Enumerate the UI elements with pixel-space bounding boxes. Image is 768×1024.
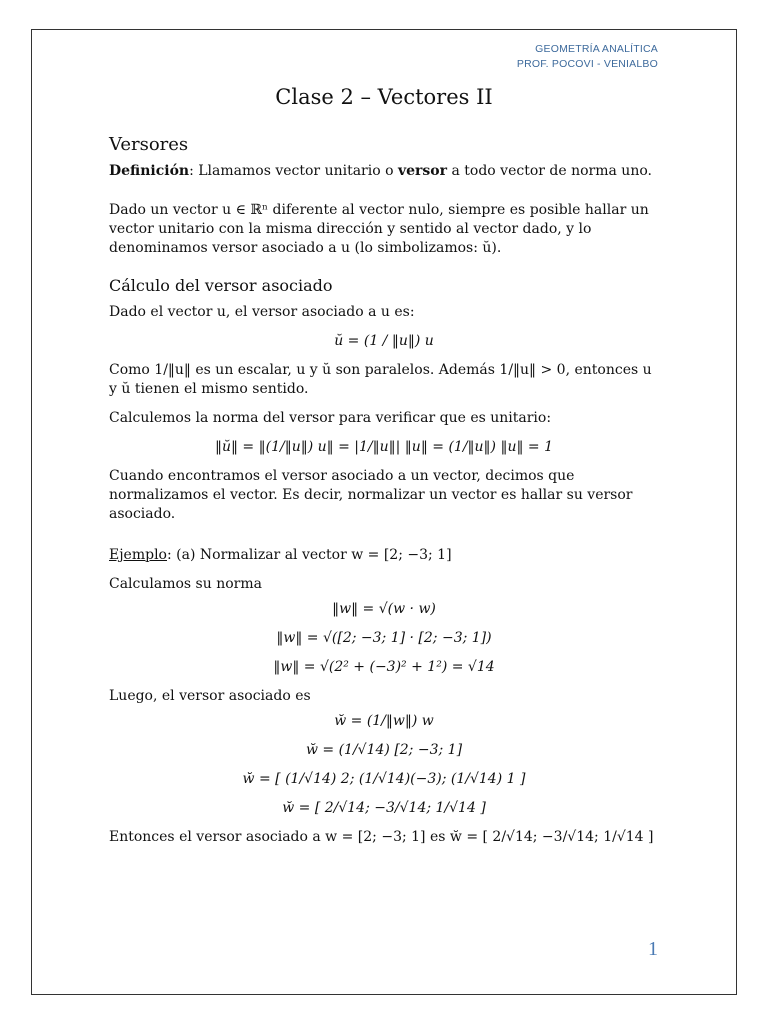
paragraph-paralelos: Como 1/‖u‖ es un escalar, u y ŭ son paralelos. Además 1/‖u‖ > 0, entonces u y ŭ tienen el mismo sentido. <box>109 362 652 397</box>
equation-norma-versor: ‖ŭ‖ = ‖(1/‖u‖) u‖ = |1/‖u‖| ‖u‖ = (1/‖u‖) ‖u‖ = 1 <box>214 439 554 455</box>
conclusion-text: Entonces el versor asociado a w = [2; −3; 1] es w̆ = [ 2/√14; −3/√14; 1/√14 ] <box>109 829 654 845</box>
equation-versor-g: w̆ = [ 2/√14; −3/√14; 1/√14 ] <box>282 800 486 816</box>
paragraph-normalizar: Cuando encontramos el versor asociado a un vector, decimos que normalizamos el vector. Es decir, normalizar un vector es hallar su versor asociado. <box>109 468 633 522</box>
section-heading-calculo: Cálculo del versor asociado <box>109 276 333 295</box>
example-statement <box>109 546 659 565</box>
paragraph-versor-definition: Dado un vector u ∈ ℝⁿ diferente al vector nulo, siempre es posible hallar un vector unitario con la misma dirección y sentido al vector dado, y lo denominamos versor asociado a u (lo simbolizamos: ŭ). <box>109 202 649 256</box>
paragraph-intro: Dado el vector u, el versor asociado a u es: <box>109 304 415 320</box>
equation-versor-d: w̆ = (1/‖w‖) w <box>334 713 434 729</box>
page-title: Clase 2 – Vectores II <box>275 85 493 109</box>
luego-text: Luego, el versor asociado es <box>109 688 311 704</box>
example-text: : (a) Normalizar al vector w = [2; −3; 1] <box>167 547 452 563</box>
equation-versor-f: w̆ = [ (1/√14) 2; (1/√14)(−3); (1/√14) 1 ] <box>242 771 526 787</box>
equation-norm-c: ‖w‖ = √(2² + (−3)² + 1²) = √14 <box>273 659 495 675</box>
definition-label: Definición <box>109 163 190 179</box>
course-name: GEOMETRÍA ANALÍTICA <box>535 43 658 55</box>
example-label: Ejemplo <box>109 547 167 563</box>
page-number: 1 <box>648 938 658 960</box>
section-heading-versores: Versores <box>109 134 189 155</box>
equation-versor: ŭ = (1 / ‖u‖) u <box>334 333 434 349</box>
definition-text-1: : Llamamos vector unitario o <box>189 163 398 179</box>
page-header <box>517 42 658 72</box>
equation-norm-a: ‖w‖ = √(w · w) <box>332 601 436 617</box>
paragraph-norma: Calculemos la norma del versor para verificar que es unitario: <box>109 410 552 426</box>
definition <box>109 162 659 181</box>
professors: PROF. POCOVI - VENIALBO <box>516 58 658 70</box>
document-body <box>109 85 659 857</box>
definition-text-2: a todo vector de norma uno. <box>447 163 652 179</box>
definition-keyword: versor <box>398 163 448 179</box>
calc-norm-text: Calculamos su norma <box>109 576 262 592</box>
equation-versor-e: w̆ = (1/√14) [2; −3; 1] <box>305 742 463 758</box>
equation-norm-b: ‖w‖ = √([2; −3; 1] · [2; −3; 1]) <box>276 630 492 646</box>
